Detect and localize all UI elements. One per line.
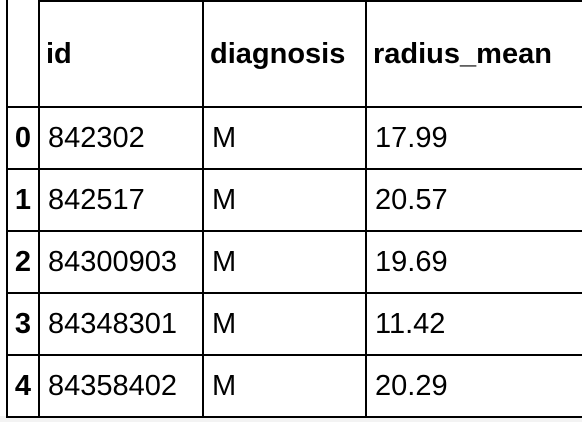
cell-diagnosis: M	[203, 355, 366, 417]
row-index: 4	[7, 355, 39, 417]
cell-id: 84300903	[39, 231, 203, 293]
row-index: 1	[7, 169, 39, 231]
cell-id: 842302	[39, 107, 203, 169]
cell-radius-mean: 20.57	[366, 169, 582, 231]
column-header-id: id	[39, 1, 203, 107]
table-row	[7, 107, 582, 169]
cell-diagnosis: M	[203, 293, 366, 355]
index-header	[7, 1, 39, 107]
dataframe-table	[6, 0, 582, 418]
row-index: 0	[7, 107, 39, 169]
cell-radius-mean: 11.42	[366, 293, 582, 355]
table-row	[7, 355, 582, 417]
cell-diagnosis: M	[203, 107, 366, 169]
cell-diagnosis: M	[203, 169, 366, 231]
table-row	[7, 169, 582, 231]
cell-radius-mean: 20.29	[366, 355, 582, 417]
cell-id: 84348301	[39, 293, 203, 355]
table-row	[7, 231, 582, 293]
row-index: 2	[7, 231, 39, 293]
cell-diagnosis: M	[203, 231, 366, 293]
column-header-radius-mean: radius_mean	[366, 1, 582, 107]
table-row	[7, 293, 582, 355]
cell-radius-mean: 19.69	[366, 231, 582, 293]
row-index: 3	[7, 293, 39, 355]
cell-id: 842517	[39, 169, 203, 231]
cell-id: 84358402	[39, 355, 203, 417]
cell-radius-mean: 17.99	[366, 107, 582, 169]
column-header-diagnosis: diagnosis	[203, 1, 366, 107]
header-row	[7, 1, 582, 107]
